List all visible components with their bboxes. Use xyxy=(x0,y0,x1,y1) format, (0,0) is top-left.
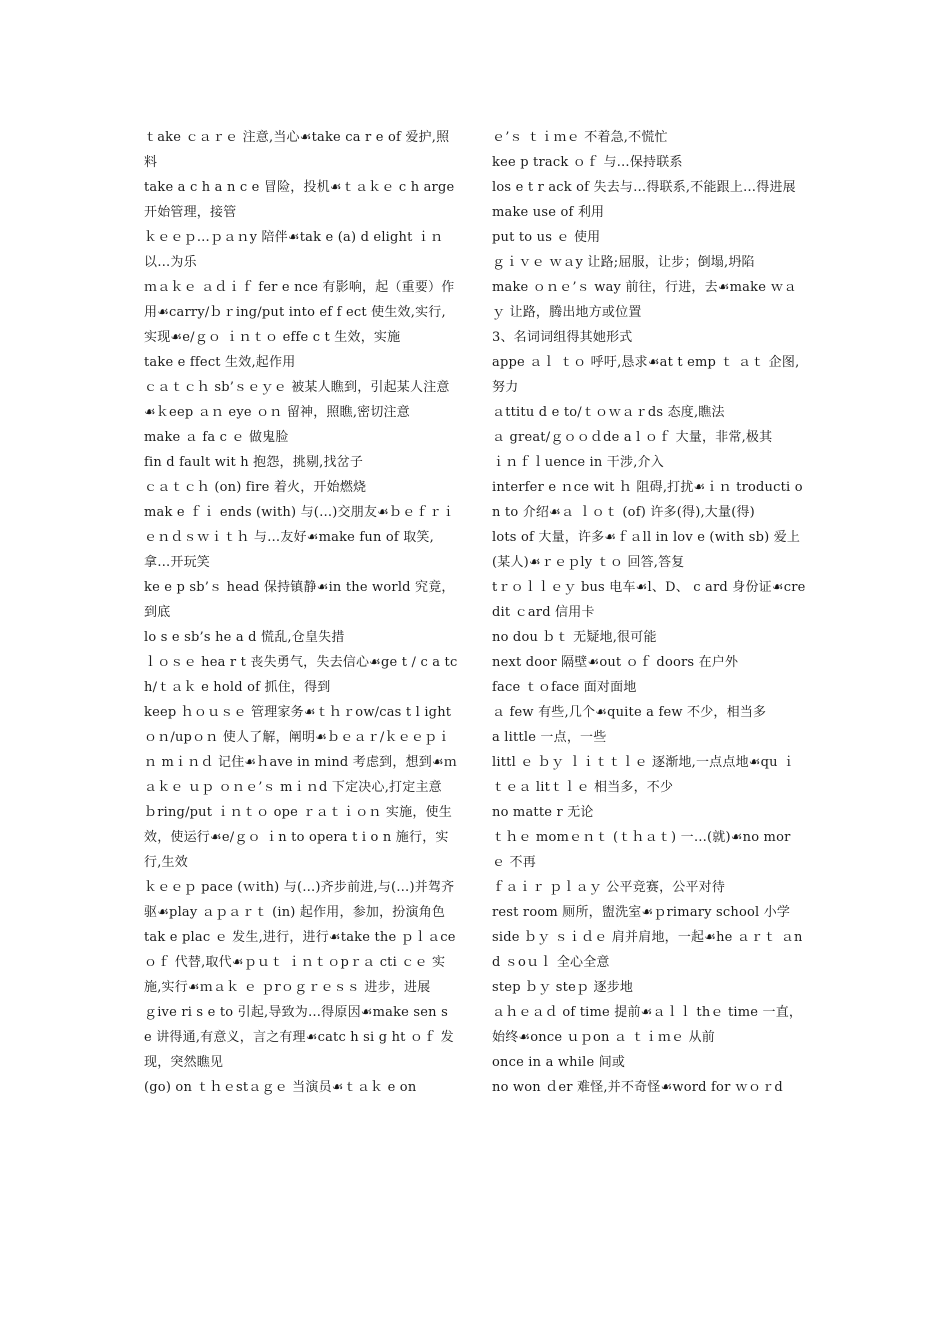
vocab-entry: no won ｄer 难怪,并不奇怪☙word for ｗｏｒd xyxy=(492,1080,783,1095)
vocab-entry: a little 一点，一些 xyxy=(492,730,607,745)
vocab-entry: next door 隔壁☙out ｏｆ doors 在户外 xyxy=(492,655,739,670)
vocab-entry: face ｔｏface 面对面地 xyxy=(492,680,637,695)
section-heading: 3、名词词组得其她形式 xyxy=(492,330,633,345)
vocab-entry: keep ｈｏｕｓｅ 管理家务☙ｔｈｒow/cas t l ight ｏｎ/upｏｎ 使人了解，阐明☙ｂｅａｒ/ｋｅｅｐｉｎ mｉｎｄ 记住☙ｈave in mind 考虑到，想到☙ｍａｋｅ ｕｐ ｏｎｅ’ｓ mｉｎd 下定决心,打定主意 xyxy=(144,705,457,795)
left-text-column xyxy=(144,125,458,1100)
vocab-entry: ｌｏｓｅ hea r t 丧失勇气，失去信心☙ge t / c a tch/ｔａｋ e hold of 抓住，得到 xyxy=(144,655,458,695)
vocab-entry: ｆａｉｒ ｐｌａｙ 公平竞赛，公平对待 xyxy=(492,880,726,895)
vocab-entry: lo s e sb’s he a d 慌乱,仓皇失措 xyxy=(144,630,345,645)
vocab-entry: side ｂｙ ｓｉｄｅ 肩并肩地，一起☙he ａｒｔ ａnd ｓoｕｌ 全心全意 xyxy=(492,930,803,970)
vocab-entry: take a c h a n c e 冒险，投机☙ｔａｋｅ c h arge 开始管理，接管 xyxy=(144,180,455,220)
vocab-entry: ａｈｅａｄ of time 提前☙ａｌｌ thｅ time 一直，始终☙once ｕｐon ａ ｔｉｍｅ 从前 xyxy=(492,1005,803,1045)
vocab-entry: ｔｈｅ momｅｎｔ (ｔｈａｔ) 一…(就)☙no mor ｅ 不再 xyxy=(492,830,791,870)
vocab-entry: kee p track ｏｆ 与…保持联系 xyxy=(492,155,683,170)
vocab-entry: ｉｎｆｌuence in 干涉,介入 xyxy=(492,455,664,470)
vocab-entry: ｃａｔｃｈ (on) fire 着火，开始燃烧 xyxy=(144,480,367,495)
vocab-entry: no matte r 无论 xyxy=(492,805,594,820)
vocab-entry: ａttitu d e to/ｔｏｗａｒds 态度,瞧法 xyxy=(492,405,725,420)
vocab-entry: put to us ｅ 使用 xyxy=(492,230,601,245)
vocab-entry: ａ few 有些,几个☙quite a few 不少，相当多 xyxy=(492,705,767,720)
vocab-entry: ke e p sb’ｓ head 保持镇静☙in the world 究竟，到底 xyxy=(144,580,455,620)
right-text-column xyxy=(492,125,808,1100)
vocab-entry: make ｏｎｅ’ｓ way 前往，行进，去☙make ｗａｙ 让路，腾出地方或位置 xyxy=(492,280,797,320)
vocab-entry: ｍａｋｅ ａｄｉｆ fer e nce 有影响，起（重要）作用☙carry/ｂｒing/put into ef f ect 使生效,实行,实现☙e/ｇｏ ｉｎｔｏ effe c t 生效，实施 xyxy=(144,280,455,345)
vocab-entry: fin d fault wit h 抱怨，挑剔,找岔子 xyxy=(144,455,364,470)
vocab-entry: make ａ fa c ｅ 做鬼脸 xyxy=(144,430,289,445)
vocab-entry: make use of 利用 xyxy=(492,205,605,220)
vocab-entry: once in a while 间或 xyxy=(492,1055,626,1070)
vocab-entry: tak e plac ｅ 发生,进行，进行☙take the ｐｌａce ｏｆ 代替,取代☙ｐｕｔ ｉｎｔｏpｒａ cti ｃｅ 实施,实行☙ｍａｋ ｅ ｐrｏｇｒｅｓｓ 进步，进展 xyxy=(144,930,456,995)
vocab-entry: appe ａｌ ｔｏ 呼吁,恳求☙at t emp ｔ ａｔ 企图,努力 xyxy=(492,355,800,395)
vocab-entry: ｅ’ｓ ｔｉｍｅ 不着急,不慌忙 xyxy=(492,130,668,145)
vocab-entry: no dou ｂｔ 无疑地,很可能 xyxy=(492,630,657,645)
vocab-entry: mak e ｆｉ ends (with) 与(…)交朋友☙ｂｅｆｒｉｅｎｄｓｗｉｔｈ 与…友好☙make fun of 取笑,拿…开玩笑 xyxy=(144,505,455,570)
vocab-entry: ｇｉｖｅ ｗａy 让路;屈服，让步；倒塌,坍陷 xyxy=(492,255,755,270)
vocab-entry: ｋｅｅｐ…ｐａｎy 陪伴☙tak e (a) d elight ｉｎ 以…为乐 xyxy=(144,230,444,270)
vocab-entry: ａ great/ｇｏｏｄde a l ｏｆ 大量，非常,极其 xyxy=(492,430,773,445)
vocab-entry: interfer e ｎce wit ｈ 阻碍,打扰☙ｉｎ troducti o n to 介绍☙ａ ｌｏｔ (of) 许多(得),大量(得) xyxy=(492,480,803,520)
vocab-entry: ｋｅｅｐ pace (ｗith) 与(…)齐步前进,与(…)并驾齐驱☙play ａｐａｒｔ (in) 起作用，参加，扮演角色 xyxy=(144,880,455,920)
vocab-entry: los e t r ack of 失去与…得联系,不能跟上…得进展 xyxy=(492,180,796,195)
vocab-entry: ｃａｔｃｈ sb’ｓｅｙｅ 被某人瞧到，引起某人注意☙ｋeep ａｎ eye ｏｎ 留神，照瞧,密切注意 xyxy=(144,380,450,420)
vocab-entry: ｂring/put ｉｎｔｏ ope ｒａｔｉｏｎ 实施，使生效，使运行☙e/ｇｏ ｉn to opera t i o n 施行，实行,生效 xyxy=(144,805,452,870)
vocab-entry: step ｂｙ steｐ 逐步地 xyxy=(492,980,634,995)
vocab-entry: (go) on ｔｈｅstａｇｅ 当演员☙ｔａｋ e on xyxy=(144,1080,417,1095)
vocab-entry: ｔake ｃａｒｅ 注意,当心☙take ca r e of 爱护,照料 xyxy=(144,130,450,170)
vocab-entry: take e ffect 生效,起作用 xyxy=(144,355,296,370)
vocab-entry: ｇive ri s e to 引起,导致为…得原因☙make sen s e 讲得通,有意义，言之有理☙catc h si g ht ｏｆ 发现，突然瞧见 xyxy=(144,1005,454,1070)
vocab-entry: littl ｅ ｂｙ ｌｉｔｔｌｅ 逐渐地,一点点地☙qu ｉｔｅａ litｔｌｅ 相当多，不少 xyxy=(492,755,796,795)
vocab-entry: rest room 厕所，盥洗室☙ｐrimary school 小学 xyxy=(492,905,791,920)
vocab-entry: tｒｏｌｌｅｙ bus 电车☙l、D、 c ard 身份证☙credit ｃard 信用卡 xyxy=(492,580,806,620)
vocab-entry: lots of 大量，许多☙ｆａll in lov e (with sb) 爱上(某人)☙ｒｅｐly ｔｏ 回答,答复 xyxy=(492,530,801,570)
